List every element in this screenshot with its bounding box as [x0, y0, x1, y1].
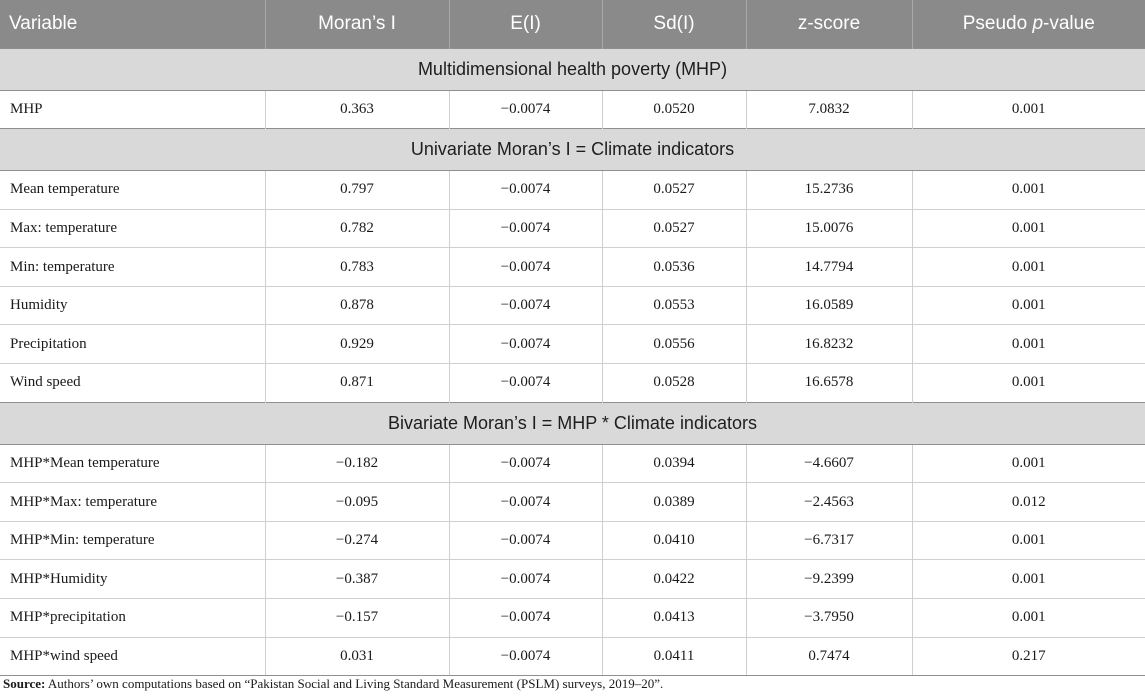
- section-title: Multidimensional health poverty (MHP): [0, 48, 1145, 90]
- cell-z-score: 16.8232: [746, 325, 912, 364]
- cell-variable: Wind speed: [0, 364, 265, 403]
- cell-morans-i: −0.182: [265, 444, 449, 483]
- header-pseudo-suffix: -value: [1043, 12, 1095, 34]
- table-row: [0, 90, 1145, 129]
- cell-variable: MHP*Min: temperature: [0, 521, 265, 560]
- cell-expected-i: −0.0074: [449, 171, 602, 210]
- cell-z-score: 16.6578: [746, 364, 912, 403]
- cell-z-score: 14.7794: [746, 248, 912, 287]
- table-row: [0, 209, 1145, 248]
- cell-z-score: 15.2736: [746, 171, 912, 210]
- cell-sd-i: 0.0556: [602, 325, 746, 364]
- cell-sd-i: 0.0394: [602, 444, 746, 483]
- cell-variable: MHP*Humidity: [0, 560, 265, 599]
- cell-sd-i: 0.0528: [602, 364, 746, 403]
- source-text: Authors’ own computations based on “Pakistan Social and Living Standard Measurement (PSLM) surveys, 2019–20”.: [45, 676, 664, 691]
- cell-pseudo-p-value: 0.001: [912, 248, 1145, 287]
- cell-expected-i: −0.0074: [449, 444, 602, 483]
- header-variable: Variable: [0, 0, 265, 48]
- cell-variable: Max: temperature: [0, 209, 265, 248]
- cell-expected-i: −0.0074: [449, 209, 602, 248]
- cell-morans-i: 0.878: [265, 286, 449, 325]
- cell-morans-i: 0.929: [265, 325, 449, 364]
- cell-morans-i: 0.797: [265, 171, 449, 210]
- header-expected-i: E(I): [449, 0, 602, 48]
- cell-z-score: 7.0832: [746, 90, 912, 129]
- cell-z-score: −9.2399: [746, 560, 912, 599]
- cell-pseudo-p-value: 0.001: [912, 444, 1145, 483]
- cell-expected-i: −0.0074: [449, 248, 602, 287]
- cell-morans-i: 0.031: [265, 637, 449, 676]
- cell-expected-i: −0.0074: [449, 637, 602, 676]
- table-row: [0, 560, 1145, 599]
- cell-pseudo-p-value: 0.217: [912, 637, 1145, 676]
- cell-expected-i: −0.0074: [449, 364, 602, 403]
- cell-variable: Precipitation: [0, 325, 265, 364]
- cell-pseudo-p-value: 0.001: [912, 90, 1145, 129]
- cell-morans-i: −0.157: [265, 599, 449, 638]
- cell-morans-i: −0.274: [265, 521, 449, 560]
- header-row: [0, 0, 1145, 48]
- source-label: Source:: [3, 676, 46, 691]
- cell-morans-i: 0.783: [265, 248, 449, 287]
- table-body: [0, 48, 1145, 676]
- table-row: [0, 248, 1145, 287]
- cell-pseudo-p-value: 0.001: [912, 325, 1145, 364]
- cell-z-score: 16.0589: [746, 286, 912, 325]
- header-pseudo-p: p: [1032, 12, 1044, 34]
- cell-morans-i: −0.387: [265, 560, 449, 599]
- cell-variable: MHP*precipitation: [0, 599, 265, 638]
- cell-morans-i: 0.871: [265, 364, 449, 403]
- table-row: [0, 521, 1145, 560]
- table-row: [0, 444, 1145, 483]
- header-morans-i: Moran’s I: [265, 0, 449, 48]
- cell-expected-i: −0.0074: [449, 599, 602, 638]
- cell-sd-i: 0.0410: [602, 521, 746, 560]
- cell-sd-i: 0.0527: [602, 171, 746, 210]
- cell-variable: MHP: [0, 90, 265, 129]
- table-row: [0, 286, 1145, 325]
- cell-z-score: −2.4563: [746, 483, 912, 522]
- cell-expected-i: −0.0074: [449, 560, 602, 599]
- cell-expected-i: −0.0074: [449, 286, 602, 325]
- cell-pseudo-p-value: 0.001: [912, 171, 1145, 210]
- table-row: [0, 325, 1145, 364]
- header-pseudo-prefix: Pseudo: [962, 12, 1033, 34]
- cell-pseudo-p-value: 0.001: [912, 560, 1145, 599]
- cell-expected-i: −0.0074: [449, 521, 602, 560]
- cell-variable: MHP*Max: temperature: [0, 483, 265, 522]
- cell-pseudo-p-value: 0.001: [912, 364, 1145, 403]
- cell-expected-i: −0.0074: [449, 325, 602, 364]
- cell-morans-i: −0.095: [265, 483, 449, 522]
- cell-morans-i: 0.782: [265, 209, 449, 248]
- cell-sd-i: 0.0413: [602, 599, 746, 638]
- table-row: [0, 599, 1145, 638]
- table-header: [0, 0, 1145, 48]
- cell-variable: Min: temperature: [0, 248, 265, 287]
- cell-pseudo-p-value: 0.001: [912, 209, 1145, 248]
- cell-pseudo-p-value: 0.001: [912, 286, 1145, 325]
- cell-sd-i: 0.0422: [602, 560, 746, 599]
- cell-sd-i: 0.0553: [602, 286, 746, 325]
- cell-pseudo-p-value: 0.012: [912, 483, 1145, 522]
- cell-sd-i: 0.0411: [602, 637, 746, 676]
- cell-variable: MHP*Mean temperature: [0, 444, 265, 483]
- cell-expected-i: −0.0074: [449, 483, 602, 522]
- cell-z-score: −4.6607: [746, 444, 912, 483]
- table-row: [0, 483, 1145, 522]
- table-row: [0, 171, 1145, 210]
- cell-sd-i: 0.0389: [602, 483, 746, 522]
- source-note: [3, 676, 663, 692]
- header-pseudo-p-value: [912, 0, 1145, 48]
- section-row: [0, 402, 1145, 444]
- cell-pseudo-p-value: 0.001: [912, 521, 1145, 560]
- cell-variable: MHP*wind speed: [0, 637, 265, 676]
- section-title: Bivariate Moran’s I = MHP * Climate indicators: [0, 402, 1145, 444]
- table-row: [0, 364, 1145, 403]
- cell-sd-i: 0.0527: [602, 209, 746, 248]
- cell-z-score: −6.7317: [746, 521, 912, 560]
- section-row: [0, 129, 1145, 171]
- cell-sd-i: 0.0536: [602, 248, 746, 287]
- cell-expected-i: −0.0074: [449, 90, 602, 129]
- cell-pseudo-p-value: 0.001: [912, 599, 1145, 638]
- cell-sd-i: 0.0520: [602, 90, 746, 129]
- cell-z-score: 15.0076: [746, 209, 912, 248]
- section-title: Univariate Moran’s I = Climate indicators: [0, 129, 1145, 171]
- cell-morans-i: 0.363: [265, 90, 449, 129]
- section-row: [0, 48, 1145, 90]
- cell-variable: Mean temperature: [0, 171, 265, 210]
- cell-z-score: 0.7474: [746, 637, 912, 676]
- header-sd-i: Sd(I): [602, 0, 746, 48]
- table-row: [0, 637, 1145, 676]
- header-z-score: z-score: [746, 0, 912, 48]
- cell-z-score: −3.7950: [746, 599, 912, 638]
- cell-variable: Humidity: [0, 286, 265, 325]
